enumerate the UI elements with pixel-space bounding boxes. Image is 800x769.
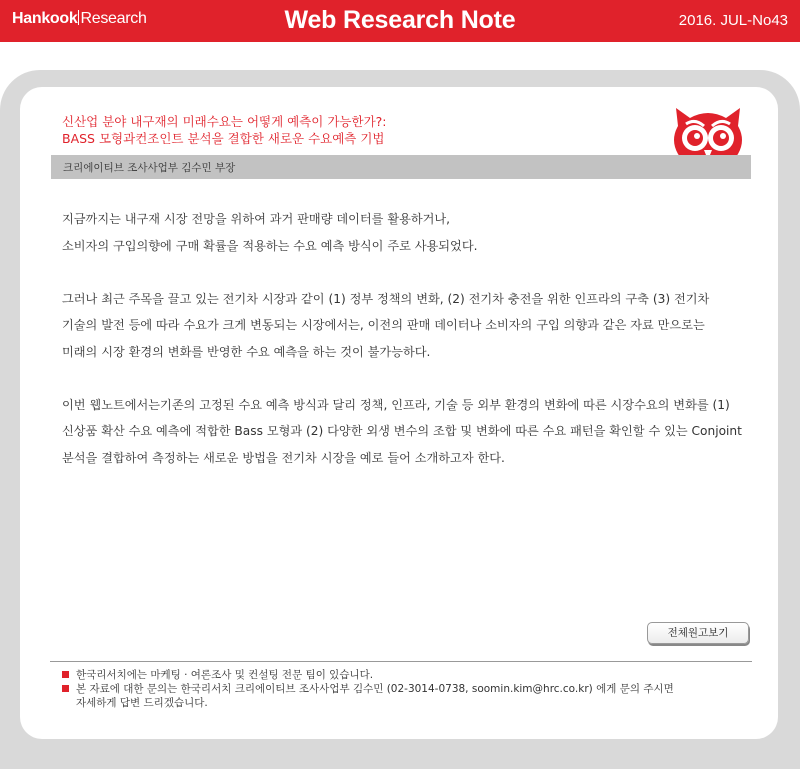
paragraph-line: 이번 웹노트에서는기존의 고정된 수요 예측 방식과 달리 정책, 인프라, 기술 등 외부 환경의 변화에 따른 시장수요의 변화를 (1) bbox=[62, 397, 730, 412]
footer-notes bbox=[62, 668, 674, 710]
paragraph-3 bbox=[62, 392, 762, 472]
footer-note-text: 자세하게 답변 드리겠습니다. bbox=[76, 697, 208, 709]
red-square-bullet-icon bbox=[62, 671, 69, 678]
article-title-line-2: BASS 모형과컨조인트 분석을 결합한 새로운 수요예측 기법 bbox=[62, 131, 385, 146]
paragraph-line: 기술의 발전 등에 따라 수요가 크게 변동되는 시장에서는, 이전의 판매 데이터나 소비자의 구입 의향과 같은 자료 만으로는 bbox=[62, 318, 705, 332]
newsletter-title: Web Research Note bbox=[284, 6, 516, 34]
paragraph-1 bbox=[62, 206, 762, 259]
paragraph-line: 소비자의 구입의향에 구매 확률을 적용하는 수요 예측 방식이 주로 사용되었다. bbox=[62, 238, 478, 253]
footer-note-text: 한국리서치에는 마케팅 · 여론조사 및 컨설팅 전문 팀이 있습니다. bbox=[76, 669, 374, 681]
footer-divider bbox=[50, 661, 752, 662]
author-name: 크리에이티브 조사사업부 김수민 부장 bbox=[63, 162, 236, 174]
article-title-line-1: 신산업 분야 내구재의 미래수요는 어떻게 예측이 가능한가?: bbox=[62, 114, 387, 129]
brand-name-light: Research bbox=[80, 10, 147, 27]
paragraph-line: 그러나 최근 주목을 끌고 있는 전기차 시장과 같이 (1) 정부 정책의 변화, (2) 전기차 충전을 위한 인프라의 구축 (3) 전기차 bbox=[62, 291, 710, 306]
issue-number: 2016. JUL-No43 bbox=[678, 12, 788, 29]
footer-note-2 bbox=[62, 682, 674, 710]
paragraph-line: 분석을 결합하여 측정하는 새로운 방법을 전기차 시장을 예로 들어 소개하고자 한다. bbox=[62, 450, 505, 465]
view-full-text-button[interactable]: 전체원고보기 bbox=[647, 622, 749, 644]
author-bar bbox=[51, 155, 751, 179]
paragraph-line: 신상품 확산 수요 예측에 적합한 Bass 모형과 (2) 다양한 외생 변수의 조합 및 변화에 따른 수요 패턴을 확인할 수 있는 Conjoint bbox=[62, 424, 742, 438]
article-body bbox=[62, 206, 762, 498]
brand-name-bold: Hankook bbox=[12, 10, 78, 27]
red-square-bullet-icon bbox=[62, 685, 69, 692]
paragraph-line: 미래의 시장 환경의 변화를 반영한 수요 예측을 하는 것이 불가능하다. bbox=[62, 344, 431, 359]
article-title bbox=[62, 113, 387, 147]
footer-note-1 bbox=[62, 668, 674, 682]
paragraph-2 bbox=[62, 286, 762, 366]
footer-note-text: 본 자료에 대한 문의는 한국리서치 크리에이티브 조사사업부 김수민 (02-3014-0738, soomin.kim@hrc.co.kr) 에게 문의 주시면 bbox=[76, 683, 674, 695]
paragraph-line: 지금까지는 내구재 시장 전망을 위하여 과거 판매량 데이터를 활용하거나, bbox=[62, 212, 451, 226]
header-bar bbox=[0, 0, 800, 42]
